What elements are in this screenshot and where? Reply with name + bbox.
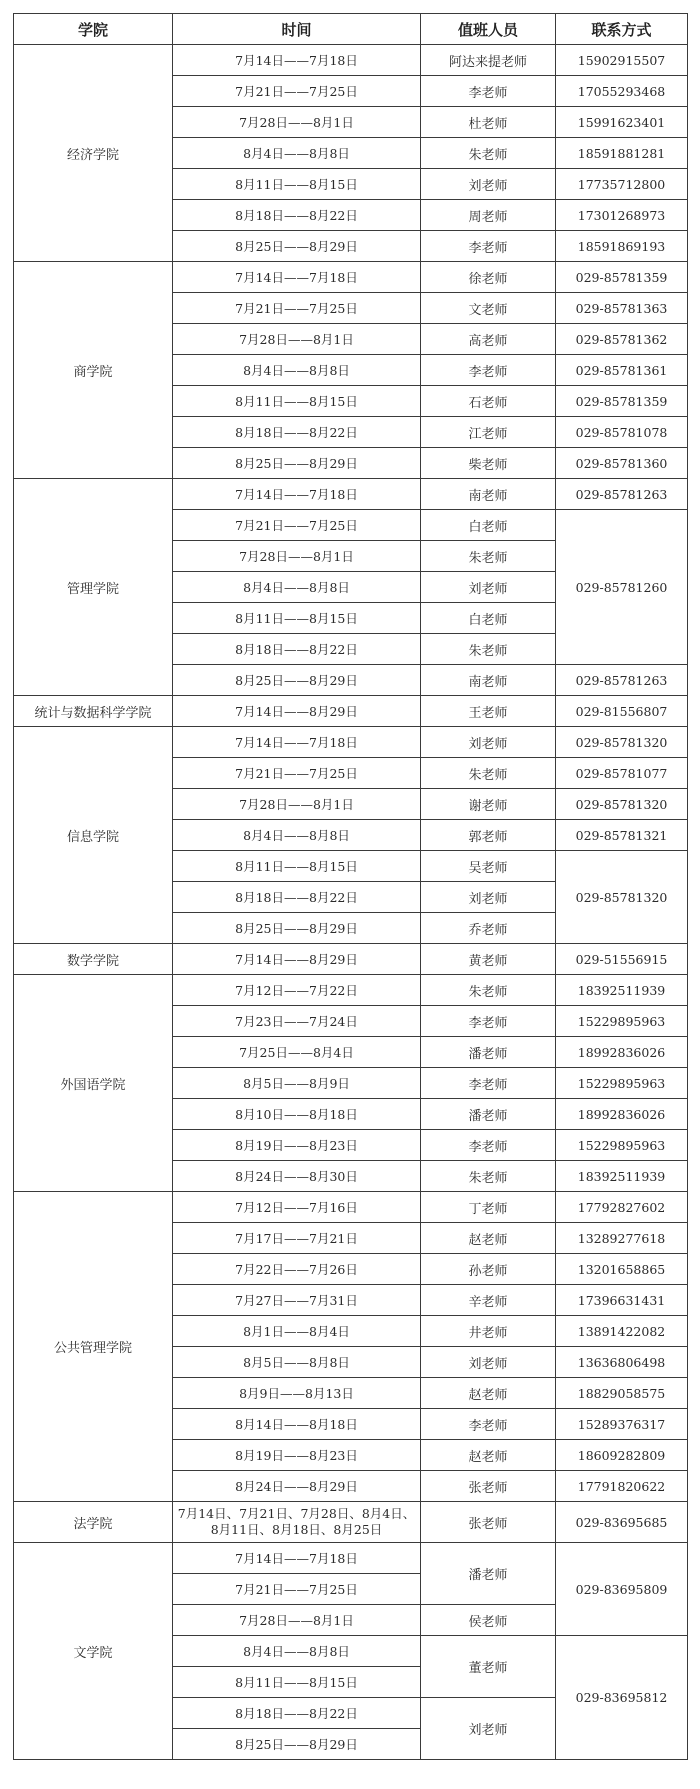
time-cell: 8月25日——8月29日 (173, 448, 421, 479)
contact-cell: 18392511939 (556, 975, 688, 1006)
time-cell: 7月17日——7月21日 (173, 1223, 421, 1254)
time-cell: 7月21日——7月25日 (173, 1574, 421, 1605)
contact-cell: 17301268973 (556, 200, 688, 231)
contact-cell: 15229895963 (556, 1006, 688, 1037)
person-cell: 李老师 (421, 1068, 556, 1099)
contact-cell: 18392511939 (556, 1161, 688, 1192)
person-cell: 李老师 (421, 1409, 556, 1440)
person-cell: 朱老师 (421, 634, 556, 665)
college-cell: 文学院 (14, 1543, 173, 1760)
college-cell: 外国语学院 (14, 975, 173, 1192)
duty-schedule (13, 13, 687, 1760)
contact-cell: 17055293468 (556, 76, 688, 107)
time-cell: 8月9日——8月13日 (173, 1378, 421, 1409)
time-cell: 7月28日——8月1日 (173, 789, 421, 820)
contact-cell: 15902915507 (556, 45, 688, 76)
time-cell: 8月4日——8月8日 (173, 355, 421, 386)
person-cell: 董老师 (421, 1636, 556, 1698)
header-time: 时间 (173, 14, 421, 45)
time-cell: 8月18日——8月22日 (173, 200, 421, 231)
table-row (14, 1192, 688, 1223)
contact-cell: 029-85781078 (556, 417, 688, 448)
contact-cell: 18591869193 (556, 231, 688, 262)
table-row (14, 262, 688, 293)
time-cell: 8月24日——8月30日 (173, 1161, 421, 1192)
person-cell: 刘老师 (421, 169, 556, 200)
person-cell: 赵老师 (421, 1440, 556, 1471)
table-row (14, 944, 688, 975)
college-cell: 数学学院 (14, 944, 173, 975)
time-cell: 8月4日——8月8日 (173, 138, 421, 169)
college-cell: 法学院 (14, 1502, 173, 1543)
college-cell: 管理学院 (14, 479, 173, 696)
person-cell: 文老师 (421, 293, 556, 324)
person-cell: 孙老师 (421, 1254, 556, 1285)
contact-cell: 15229895963 (556, 1068, 688, 1099)
person-cell: 刘老师 (421, 572, 556, 603)
table-row (14, 479, 688, 510)
contact-cell: 029-51556915 (556, 944, 688, 975)
time-cell: 8月4日——8月8日 (173, 1636, 421, 1667)
time-cell: 7月21日——7月25日 (173, 76, 421, 107)
college-cell: 商学院 (14, 262, 173, 479)
person-cell: 潘老师 (421, 1037, 556, 1068)
contact-cell: 029-85781260 (556, 510, 688, 665)
time-cell: 8月5日——8月8日 (173, 1347, 421, 1378)
contact-cell: 029-85781359 (556, 386, 688, 417)
time-cell: 8月18日——8月22日 (173, 634, 421, 665)
person-cell: 李老师 (421, 76, 556, 107)
person-cell: 柴老师 (421, 448, 556, 479)
person-cell: 朱老师 (421, 138, 556, 169)
person-cell: 潘老师 (421, 1543, 556, 1605)
person-cell: 李老师 (421, 1006, 556, 1037)
time-cell: 8月18日——8月22日 (173, 1698, 421, 1729)
contact-cell: 029-83695685 (556, 1502, 688, 1543)
person-cell: 丁老师 (421, 1192, 556, 1223)
time-cell: 7月25日——8月4日 (173, 1037, 421, 1068)
time-cell: 7月22日——7月26日 (173, 1254, 421, 1285)
contact-cell: 18829058575 (556, 1378, 688, 1409)
person-cell: 朱老师 (421, 541, 556, 572)
person-cell: 井老师 (421, 1316, 556, 1347)
contact-cell: 15991623401 (556, 107, 688, 138)
person-cell: 杜老师 (421, 107, 556, 138)
header-person: 值班人员 (421, 14, 556, 45)
person-cell: 江老师 (421, 417, 556, 448)
person-cell: 吴老师 (421, 851, 556, 882)
person-cell: 白老师 (421, 603, 556, 634)
college-cell: 经济学院 (14, 45, 173, 262)
person-cell: 朱老师 (421, 758, 556, 789)
person-cell: 李老师 (421, 231, 556, 262)
contact-cell: 029-85781320 (556, 851, 688, 944)
person-cell: 刘老师 (421, 1698, 556, 1760)
contact-cell: 029-85781263 (556, 665, 688, 696)
person-cell: 潘老师 (421, 1099, 556, 1130)
person-cell: 张老师 (421, 1502, 556, 1543)
time-cell: 8月19日——8月23日 (173, 1440, 421, 1471)
time-cell: 7月28日——8月1日 (173, 1605, 421, 1636)
duty-table (13, 13, 688, 1760)
time-cell: 8月19日——8月23日 (173, 1130, 421, 1161)
time-cell: 7月23日——7月24日 (173, 1006, 421, 1037)
contact-cell: 17792827602 (556, 1192, 688, 1223)
contact-cell: 15229895963 (556, 1130, 688, 1161)
person-cell: 南老师 (421, 479, 556, 510)
person-cell: 李老师 (421, 1130, 556, 1161)
person-cell: 赵老师 (421, 1223, 556, 1254)
time-cell: 8月24日——8月29日 (173, 1471, 421, 1502)
time-cell (173, 1502, 421, 1543)
person-cell: 黄老师 (421, 944, 556, 975)
person-cell: 朱老师 (421, 975, 556, 1006)
contact-cell: 029-85781362 (556, 324, 688, 355)
person-cell: 李老师 (421, 355, 556, 386)
time-cell: 7月14日——7月18日 (173, 479, 421, 510)
contact-cell: 029-85781363 (556, 293, 688, 324)
time-cell: 8月11日——8月15日 (173, 386, 421, 417)
time-cell: 7月14日——8月29日 (173, 944, 421, 975)
person-cell: 南老师 (421, 665, 556, 696)
person-cell: 侯老师 (421, 1605, 556, 1636)
contact-cell: 029-85781361 (556, 355, 688, 386)
contact-cell: 17735712800 (556, 169, 688, 200)
time-cell: 8月18日——8月22日 (173, 882, 421, 913)
contact-cell: 029-83695812 (556, 1636, 688, 1760)
time-cell: 7月14日——7月18日 (173, 727, 421, 758)
time-cell: 8月14日——8月18日 (173, 1409, 421, 1440)
contact-cell: 13289277618 (556, 1223, 688, 1254)
person-cell: 朱老师 (421, 1161, 556, 1192)
time-cell: 8月25日——8月29日 (173, 231, 421, 262)
time-cell: 7月14日——7月18日 (173, 1543, 421, 1574)
time-cell: 7月14日——7月18日 (173, 262, 421, 293)
contact-cell: 18609282809 (556, 1440, 688, 1471)
person-cell: 阿达来提老师 (421, 45, 556, 76)
time-cell: 8月5日——8月9日 (173, 1068, 421, 1099)
table-body (14, 45, 688, 1760)
person-cell: 高老师 (421, 324, 556, 355)
contact-cell: 13201658865 (556, 1254, 688, 1285)
time-cell: 7月28日——8月1日 (173, 541, 421, 572)
time-cell: 8月4日——8月8日 (173, 572, 421, 603)
person-cell: 徐老师 (421, 262, 556, 293)
person-cell: 刘老师 (421, 882, 556, 913)
contact-cell: 029-85781320 (556, 789, 688, 820)
table-row (14, 1502, 688, 1543)
person-cell: 周老师 (421, 200, 556, 231)
person-cell: 张老师 (421, 1471, 556, 1502)
time-cell: 8月10日——8月18日 (173, 1099, 421, 1130)
time-cell: 7月21日——7月25日 (173, 510, 421, 541)
contact-cell: 029-85781359 (556, 262, 688, 293)
table-row (14, 45, 688, 76)
time-cell: 8月11日——8月15日 (173, 603, 421, 634)
contact-cell: 13891422082 (556, 1316, 688, 1347)
contact-cell: 029-85781077 (556, 758, 688, 789)
person-cell: 刘老师 (421, 727, 556, 758)
contact-cell: 18591881281 (556, 138, 688, 169)
header-row (14, 14, 688, 45)
time-line: 7月14日、7月21日、7月28日、8月4日、 (177, 1506, 416, 1521)
college-cell: 信息学院 (14, 727, 173, 944)
time-cell: 8月25日——8月29日 (173, 1729, 421, 1760)
contact-cell: 029-85781263 (556, 479, 688, 510)
person-cell: 谢老师 (421, 789, 556, 820)
time-cell: 7月28日——8月1日 (173, 324, 421, 355)
time-cell: 7月14日——8月29日 (173, 696, 421, 727)
time-cell: 8月25日——8月29日 (173, 665, 421, 696)
person-cell: 白老师 (421, 510, 556, 541)
time-cell: 7月14日——7月18日 (173, 45, 421, 76)
time-cell: 8月1日——8月4日 (173, 1316, 421, 1347)
table-row (14, 727, 688, 758)
time-line: 8月11日、8月18日、8月25日 (210, 1522, 383, 1537)
time-cell: 8月25日——8月29日 (173, 913, 421, 944)
person-cell: 郭老师 (421, 820, 556, 851)
time-cell: 7月21日——7月25日 (173, 758, 421, 789)
college-cell: 公共管理学院 (14, 1192, 173, 1502)
contact-cell: 18992836026 (556, 1099, 688, 1130)
contact-cell: 029-85781321 (556, 820, 688, 851)
time-cell: 7月28日——8月1日 (173, 107, 421, 138)
contact-cell: 029-85781320 (556, 727, 688, 758)
contact-cell: 15289376317 (556, 1409, 688, 1440)
header-contact: 联系方式 (556, 14, 688, 45)
person-cell: 赵老师 (421, 1378, 556, 1409)
header-college: 学院 (14, 14, 173, 45)
person-cell: 刘老师 (421, 1347, 556, 1378)
time-cell: 8月18日——8月22日 (173, 417, 421, 448)
time-cell: 7月12日——7月22日 (173, 975, 421, 1006)
time-cell: 8月4日——8月8日 (173, 820, 421, 851)
time-cell: 8月11日——8月15日 (173, 169, 421, 200)
contact-cell: 18992836026 (556, 1037, 688, 1068)
time-cell: 8月11日——8月15日 (173, 1667, 421, 1698)
time-cell: 8月11日——8月15日 (173, 851, 421, 882)
contact-cell: 029-83695809 (556, 1543, 688, 1636)
college-cell: 统计与数据科学学院 (14, 696, 173, 727)
contact-cell: 17396631431 (556, 1285, 688, 1316)
contact-cell: 029-81556807 (556, 696, 688, 727)
person-cell: 乔老师 (421, 913, 556, 944)
person-cell: 石老师 (421, 386, 556, 417)
contact-cell: 17791820622 (556, 1471, 688, 1502)
table-row (14, 975, 688, 1006)
contact-cell: 029-85781360 (556, 448, 688, 479)
time-cell: 7月21日——7月25日 (173, 293, 421, 324)
contact-cell: 13636806498 (556, 1347, 688, 1378)
person-cell: 辛老师 (421, 1285, 556, 1316)
person-cell: 王老师 (421, 696, 556, 727)
table-row (14, 696, 688, 727)
time-cell: 7月27日——7月31日 (173, 1285, 421, 1316)
time-cell: 7月12日——7月16日 (173, 1192, 421, 1223)
table-row (14, 1543, 688, 1574)
